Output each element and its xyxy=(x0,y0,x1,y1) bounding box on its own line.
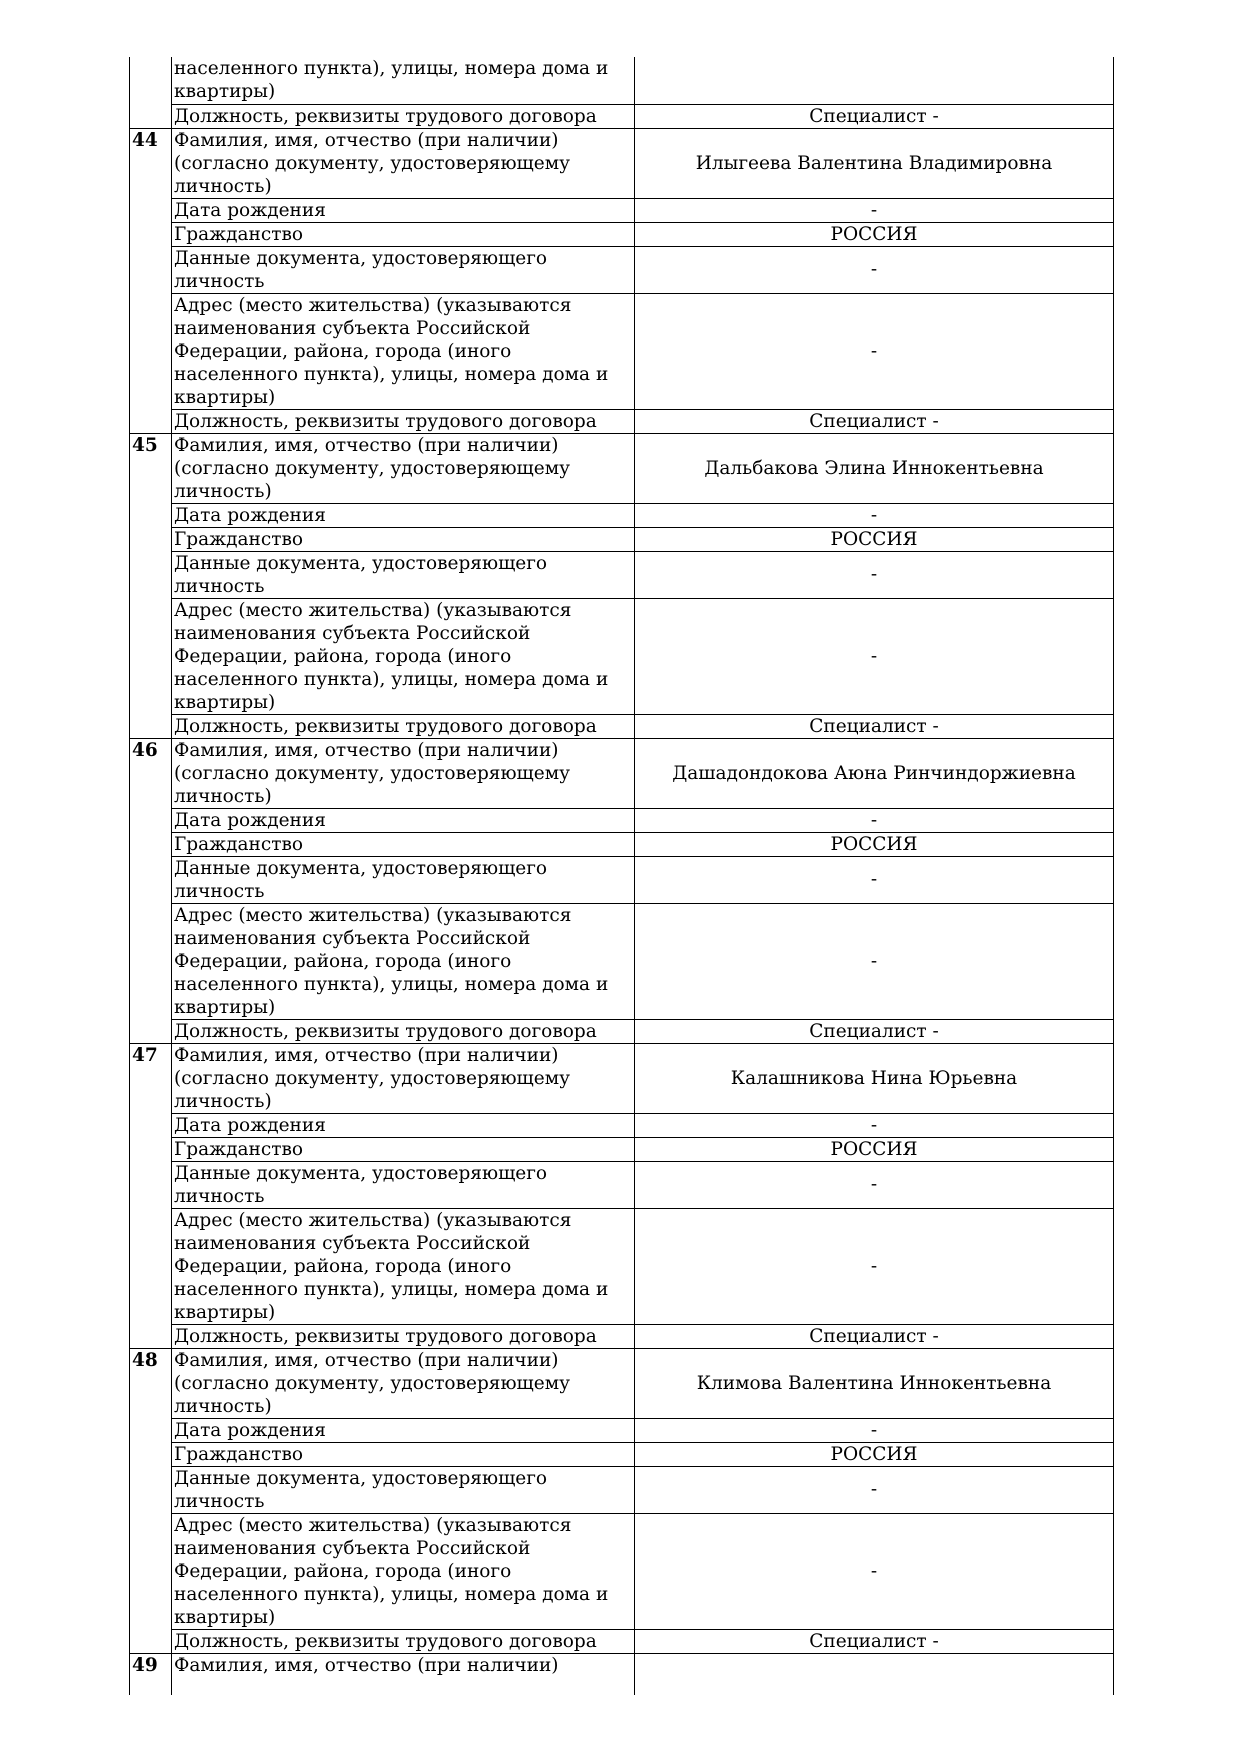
field-label-cell xyxy=(172,1137,635,1161)
birth-date-value: - xyxy=(635,1418,1114,1442)
table-row xyxy=(130,1629,1114,1653)
field-label-cell xyxy=(172,1466,635,1513)
id-document-label: Данные документа, удостоверяющего личность xyxy=(174,247,548,292)
full-name-label: Фамилия, имя, отчество (при наличии) (согласно документу, удостоверяющему личность) xyxy=(174,1349,570,1417)
record-number-cell xyxy=(130,1466,172,1513)
record-number-cell xyxy=(130,551,172,598)
field-label-cell xyxy=(172,738,635,808)
record-number-cell xyxy=(130,1442,172,1466)
record-number-cell xyxy=(130,1161,172,1208)
field-label-cell xyxy=(172,1442,635,1466)
field-label-cell xyxy=(172,433,635,503)
field-label-cell xyxy=(172,198,635,222)
record-number-cell xyxy=(130,738,172,808)
record-number-cell xyxy=(130,246,172,293)
field-label-cell xyxy=(172,1113,635,1137)
field-label-cell xyxy=(172,104,635,128)
document-page xyxy=(129,57,1113,1697)
table-row xyxy=(130,293,1114,409)
id-document-value: - xyxy=(635,1161,1114,1208)
record-number-cell xyxy=(130,1019,172,1043)
full-name-value: Климова Валентина Иннокентьевна xyxy=(635,1348,1114,1418)
record-number-cell xyxy=(130,832,172,856)
table-row xyxy=(130,57,1114,104)
birth-date-value: - xyxy=(635,503,1114,527)
record-number: 44 xyxy=(132,129,158,151)
full-name-value: Дальбакова Элина Иннокентьевна xyxy=(635,433,1114,503)
birth-date-label: Дата рождения xyxy=(174,1114,326,1136)
table-row xyxy=(130,222,1114,246)
table-row xyxy=(130,1161,1114,1208)
record-number-cell xyxy=(130,293,172,409)
record-number-cell xyxy=(130,808,172,832)
id-document-label: Данные документа, удостоверяющего личность xyxy=(174,552,548,597)
table-row xyxy=(130,1019,1114,1043)
field-label-cell xyxy=(172,222,635,246)
id-document-label: Данные документа, удостоверяющего личность xyxy=(174,857,548,902)
address-value: - xyxy=(635,598,1114,714)
id-document-value: - xyxy=(635,856,1114,903)
field-label-cell xyxy=(172,1348,635,1418)
position-label: Должность, реквизиты трудового договора xyxy=(174,1020,597,1042)
field-label-cell xyxy=(172,1161,635,1208)
address-value: - xyxy=(635,1208,1114,1324)
record-number-cell xyxy=(130,1324,172,1348)
full-name-label: Фамилия, имя, отчество (при наличии) (согласно документу, удостоверяющему личность) xyxy=(174,739,570,807)
field-label-cell xyxy=(172,551,635,598)
birth-date-label: Дата рождения xyxy=(174,504,326,526)
record-number-cell xyxy=(130,527,172,551)
table-row xyxy=(130,527,1114,551)
full-name-label: Фамилия, имя, отчество (при наличии) (согласно документу, удостоверяющему личность) xyxy=(174,434,570,502)
table-row xyxy=(130,409,1114,433)
record-number: 48 xyxy=(132,1349,158,1371)
record-number-cell xyxy=(130,57,172,104)
address-label: Адрес (место жительства) (указываются наименования субъекта Российской Федерации, района, города (иного населенного пункта), улицы, номера дома и квартиры) xyxy=(174,1514,609,1628)
field-label-cell xyxy=(172,1418,635,1442)
position-label: Должность, реквизиты трудового договора xyxy=(174,105,597,127)
citizenship-value: РОССИЯ xyxy=(635,527,1114,551)
address-label: Адрес (место жительства) (указываются наименования субъекта Российской Федерации, района, города (иного населенного пункта), улицы, номера дома и квартиры) xyxy=(174,1209,609,1323)
position-value: Специалист - xyxy=(635,714,1114,738)
table-row xyxy=(130,1653,1114,1695)
record-number-cell xyxy=(130,1653,172,1695)
table-row xyxy=(130,246,1114,293)
table-row xyxy=(130,714,1114,738)
id-document-value: - xyxy=(635,1466,1114,1513)
address-label: Адрес (место жительства) (указываются наименования субъекта Российской Федерации, района, города (иного населенного пункта), улицы, номера дома и квартиры) xyxy=(174,294,609,408)
record-number-cell xyxy=(130,1348,172,1418)
table-row xyxy=(130,1466,1114,1513)
address-tail-label: населенного пункта), улицы, номера дома и квартиры) xyxy=(174,58,609,102)
table-row xyxy=(130,551,1114,598)
full-name-value: Илыгеева Валентина Владимировна xyxy=(635,128,1114,198)
position-label: Должность, реквизиты трудового договора xyxy=(174,715,597,737)
birth-date-label: Дата рождения xyxy=(174,1419,326,1441)
record-number-cell xyxy=(130,503,172,527)
field-label-cell xyxy=(172,409,635,433)
address-value: - xyxy=(635,293,1114,409)
record-number-cell xyxy=(130,128,172,198)
table-row xyxy=(130,503,1114,527)
table-row xyxy=(130,1113,1114,1137)
id-document-label: Данные документа, удостоверяющего личность xyxy=(174,1467,548,1512)
record-number-cell xyxy=(130,1629,172,1653)
record-number-cell xyxy=(130,1137,172,1161)
address-label: Адрес (место жительства) (указываются наименования субъекта Российской Федерации, района, города (иного населенного пункта), улицы, номера дома и квартиры) xyxy=(174,904,609,1018)
birth-date-label: Дата рождения xyxy=(174,199,326,221)
field-label-cell xyxy=(172,57,635,104)
position-value: Специалист - xyxy=(635,1019,1114,1043)
address-label: Адрес (место жительства) (указываются наименования субъекта Российской Федерации, района, города (иного населенного пункта), улицы, номера дома и квартиры) xyxy=(174,599,609,713)
record-number-cell xyxy=(130,714,172,738)
table-row xyxy=(130,1418,1114,1442)
table-row xyxy=(130,1043,1114,1113)
field-label-cell xyxy=(172,1653,635,1695)
citizenship-value: РОССИЯ xyxy=(635,1442,1114,1466)
citizenship-label: Гражданство xyxy=(174,833,304,855)
field-label-cell xyxy=(172,527,635,551)
field-label-cell xyxy=(172,503,635,527)
address-value: - xyxy=(635,1513,1114,1629)
citizenship-label: Гражданство xyxy=(174,223,304,245)
table-row xyxy=(130,1513,1114,1629)
address-value: - xyxy=(635,903,1114,1019)
table-row xyxy=(130,808,1114,832)
full-name-label: Фамилия, имя, отчество (при наличии) (согласно документу, удостоверяющему личность) xyxy=(174,1044,570,1112)
field-label-cell xyxy=(172,1324,635,1348)
field-label-cell xyxy=(172,1629,635,1653)
position-value: Специалист - xyxy=(635,1629,1114,1653)
record-number-cell xyxy=(130,198,172,222)
record-number-cell xyxy=(130,409,172,433)
table-row xyxy=(130,832,1114,856)
table-row xyxy=(130,598,1114,714)
table-row xyxy=(130,104,1114,128)
personnel-table xyxy=(129,57,1114,1695)
position-label: Должность, реквизиты трудового договора xyxy=(174,1325,597,1347)
table-row xyxy=(130,903,1114,1019)
position-value: Специалист - xyxy=(635,104,1114,128)
table-row xyxy=(130,1137,1114,1161)
field-label-cell xyxy=(172,832,635,856)
table-row xyxy=(130,1324,1114,1348)
id-document-value: - xyxy=(635,551,1114,598)
citizenship-label: Гражданство xyxy=(174,1443,304,1465)
birth-date-value: - xyxy=(635,198,1114,222)
table-row xyxy=(130,1442,1114,1466)
record-number-cell xyxy=(130,222,172,246)
record-number: 47 xyxy=(132,1044,158,1066)
record-number: 46 xyxy=(132,739,158,761)
position-label: Должность, реквизиты трудового договора xyxy=(174,410,597,432)
table-row xyxy=(130,128,1114,198)
table-row xyxy=(130,856,1114,903)
citizenship-value: РОССИЯ xyxy=(635,1137,1114,1161)
record-number: 49 xyxy=(132,1654,158,1676)
birth-date-label: Дата рождения xyxy=(174,809,326,831)
table-row xyxy=(130,433,1114,503)
field-value-cell xyxy=(635,57,1114,104)
field-label-cell xyxy=(172,246,635,293)
citizenship-value: РОССИЯ xyxy=(635,222,1114,246)
field-label-cell xyxy=(172,714,635,738)
citizenship-label: Гражданство xyxy=(174,528,304,550)
field-label-cell xyxy=(172,856,635,903)
table-row xyxy=(130,1208,1114,1324)
record-number-cell xyxy=(130,598,172,714)
position-value: Специалист - xyxy=(635,409,1114,433)
id-document-label: Данные документа, удостоверяющего личность xyxy=(174,1162,548,1207)
birth-date-value: - xyxy=(635,1113,1114,1137)
table-row xyxy=(130,738,1114,808)
full-name-label: Фамилия, имя, отчество (при наличии) (согласно документу, удостоверяющему личность) xyxy=(174,129,570,197)
field-label-cell xyxy=(172,1513,635,1629)
record-number-cell xyxy=(130,903,172,1019)
full-name-value: Калашникова Нина Юрьевна xyxy=(635,1043,1114,1113)
record-number-cell xyxy=(130,1513,172,1629)
citizenship-label: Гражданство xyxy=(174,1138,304,1160)
record-number: 45 xyxy=(132,434,158,456)
table-row xyxy=(130,1348,1114,1418)
record-number-cell xyxy=(130,856,172,903)
birth-date-value: - xyxy=(635,808,1114,832)
field-label-cell xyxy=(172,128,635,198)
record-number-cell xyxy=(130,1208,172,1324)
field-label-cell xyxy=(172,1208,635,1324)
field-label-cell xyxy=(172,808,635,832)
field-label-cell xyxy=(172,598,635,714)
record-number-cell xyxy=(130,1418,172,1442)
field-label-cell xyxy=(172,1043,635,1113)
field-label-cell xyxy=(172,903,635,1019)
position-value: Специалист - xyxy=(635,1324,1114,1348)
field-label-cell xyxy=(172,1019,635,1043)
record-number-cell xyxy=(130,104,172,128)
field-label-cell xyxy=(172,293,635,409)
table-row xyxy=(130,198,1114,222)
field-value-cell xyxy=(635,1653,1114,1695)
record-number-cell xyxy=(130,1113,172,1137)
record-number-cell xyxy=(130,433,172,503)
full-name-value: Дашадондокова Аюна Ринчиндоржиевна xyxy=(635,738,1114,808)
record-number-cell xyxy=(130,1043,172,1113)
citizenship-value: РОССИЯ xyxy=(635,832,1114,856)
position-label: Должность, реквизиты трудового договора xyxy=(174,1630,597,1652)
full-name-label: Фамилия, имя, отчество (при наличии) xyxy=(174,1654,559,1676)
id-document-value: - xyxy=(635,246,1114,293)
